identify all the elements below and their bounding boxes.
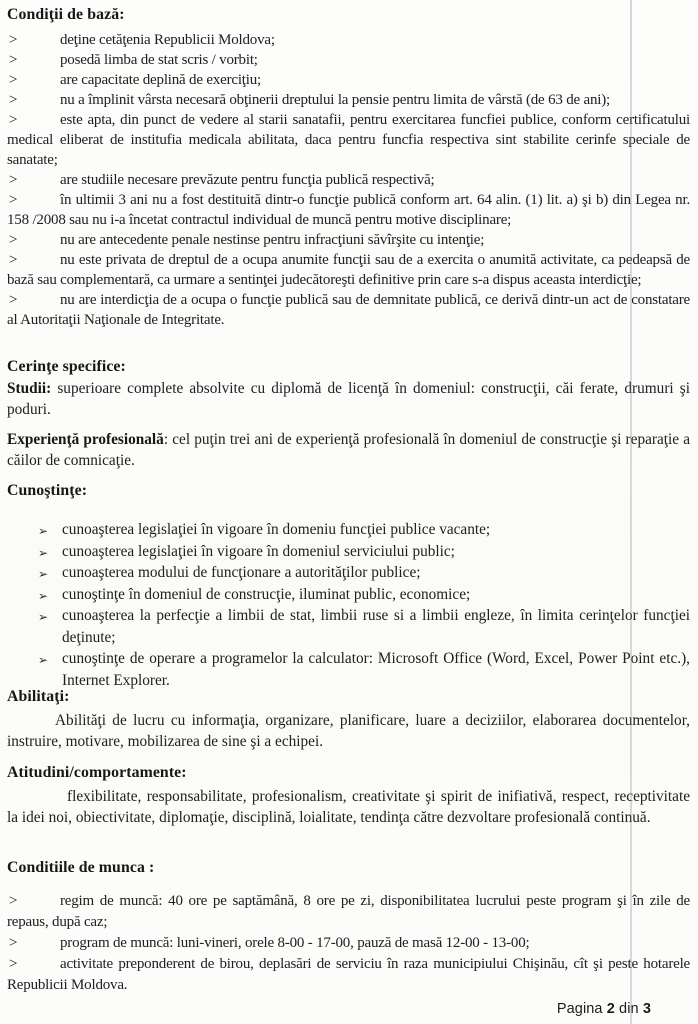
list-item-text: nu are antecedente penale nestinse pentru infracţiuni săvîrşite cu intenţie; bbox=[60, 232, 485, 248]
arrow-bullet-icon: ➢ bbox=[38, 588, 49, 603]
list-item bbox=[7, 954, 690, 996]
list-item-text: activitate preponderent de birou, deplasări de serviciu în raza municipiului Chişinău, cît şi peste hotarele Republicii Moldova. bbox=[7, 956, 690, 993]
gt-bullet-icon: > bbox=[9, 893, 18, 909]
gt-bullet-icon: > bbox=[9, 935, 18, 951]
gt-bullet-icon: > bbox=[9, 92, 18, 108]
list-item-text: cunoaşterea legislaţiei în vigoare în domeniul serviciului public; bbox=[62, 542, 455, 560]
paragraph-atitudini: flexibilitate, responsabilitate, profesionalism, creativitate şi spirit de inifiativă, respect, receptivitate la idei noi, obiectivitate, diplomaţie, disciplină, loialitate, tendinţa către dezvoltare profesională continuă. bbox=[7, 788, 690, 826]
heading-atitudini: Atitudini/comportamente: bbox=[7, 764, 187, 781]
gt-bullet-icon: > bbox=[9, 292, 18, 308]
arrow-bullet-icon: ➢ bbox=[38, 610, 49, 624]
list-item-text: deţine cetăţenia Republicii Moldova; bbox=[60, 32, 275, 48]
list-item bbox=[7, 519, 690, 541]
heading-cerinte-specifice: Cerinţe specifice: bbox=[7, 358, 126, 375]
list-item-text: regim de muncă: 40 ore pe saptămână, 8 ore pe zi, disponibilitatea lucrului peste program şi în zile de repaus, după caz; bbox=[7, 893, 690, 930]
list-item-text: program de muncă: luni-vineri, orele 8-00 - 17-00, pauză de masă 12-00 - 13-00; bbox=[60, 935, 530, 951]
gt-bullet-icon: > bbox=[9, 232, 18, 248]
list-item-text: are capacitate deplină de exerciţiu; bbox=[60, 72, 262, 88]
list-item-text: are studiile necesare prevăzute pentru funcţia publică respectivă; bbox=[60, 172, 435, 188]
heading-abilitati: Abilitaţi: bbox=[7, 688, 70, 705]
paragraph-studii bbox=[7, 379, 690, 420]
list-cunostinte bbox=[7, 519, 690, 691]
list-item bbox=[7, 648, 690, 691]
footer-page-number: 2 bbox=[606, 1001, 615, 1017]
list-item bbox=[7, 90, 690, 110]
studii-label: Studii: bbox=[7, 380, 52, 397]
list-item bbox=[7, 110, 690, 170]
list-item bbox=[7, 70, 690, 90]
studii-text: superioare complete absolvite cu diplomă de licenţă în domeniul: construcţii, căi ferate, drumuri şi poduri. bbox=[7, 380, 690, 418]
list-item bbox=[7, 584, 690, 606]
list-item bbox=[7, 541, 690, 563]
page-footer bbox=[557, 1001, 651, 1017]
list-item bbox=[7, 290, 690, 330]
list-item bbox=[7, 230, 690, 250]
list-item bbox=[7, 30, 690, 50]
gt-bullet-icon: > bbox=[9, 172, 18, 188]
arrow-bullet-icon: ➢ bbox=[38, 567, 49, 581]
list-item bbox=[7, 170, 690, 190]
list-item-text: cunoştinţe în domeniul de construcţie, iluminat public, economice; bbox=[62, 585, 471, 603]
arrow-bullet-icon: ➢ bbox=[38, 545, 49, 560]
experienta-text: : cel puţin trei ani de experienţă profesională în domeniul de construcţie şi reparaţie a căilor de comnicaţie. bbox=[7, 431, 690, 469]
gt-bullet-icon: > bbox=[9, 112, 18, 128]
list-item-text: cunoştinţe de operare a programelor la calculator: Microsoft Office (Word, Excel, Power Point etc.), Internet Explorer. bbox=[62, 650, 690, 689]
arrow-bullet-icon: ➢ bbox=[38, 653, 49, 667]
list-item-text: este apta, din punct de vedere al starii sanatafii, pentru exercitarea funcfiei publice, conform certificatului medical eliberat de institufia medicala abilitata, daca pentru funcfia respectiva sint stabilite cerinfe speciale de sanatate; bbox=[7, 112, 690, 168]
list-item-text: posedă limba de stat scris / vorbit; bbox=[60, 52, 258, 68]
heading-conditii-de-baza: Condiţii de bază: bbox=[7, 6, 125, 23]
list-item-text: nu are interdicţia de a ocupa o funcţie publică sau de demnitate publică, ce derivă dintr-un act de constatare al Autoritaţii Naţionale de Integritate. bbox=[7, 292, 690, 328]
list-item bbox=[7, 50, 690, 70]
list-item bbox=[7, 250, 690, 290]
paragraph-abilitati: Abilităţi de lucru cu informaţia, organizare, planificare, luare a deciziilor, elaborarea documentelor, instruire, motivare, mobilizarea de sine şi a echipei. bbox=[7, 712, 690, 750]
footer-pagina-label: Pagina bbox=[556, 1001, 607, 1017]
gt-bullet-icon: > bbox=[9, 32, 18, 48]
list-item bbox=[7, 562, 690, 584]
list-conditii-de-baza bbox=[7, 30, 690, 330]
list-item-text: cunoaşterea legislaţiei în vigoare în domeniu funcţiei publice vacante; bbox=[62, 521, 491, 538]
footer-din-label: din bbox=[614, 1001, 643, 1017]
list-item-text: nu este privata de dreptul de a ocupa anumite funcţii sau de a exercita o anumită activitate, ca pedeapsă de bază sau complementară, ca urmare a sentinţei judecătoreşti definitive prin care s-a dispus aceasta interdicţie; bbox=[7, 252, 690, 288]
list-item bbox=[7, 933, 690, 954]
list-item bbox=[7, 605, 690, 648]
heading-conditii-de-munca: Conditiile de munca : bbox=[7, 859, 155, 876]
list-item-text: cunoaşterea la perfecţie a limbii de stat, limbii ruse si a limbii engleze, în limita cerinţelor funcţiei deţinute; bbox=[62, 607, 690, 646]
experienta-label: Experienţă profesională bbox=[7, 431, 164, 448]
gt-bullet-icon: > bbox=[9, 252, 18, 268]
gt-bullet-icon: > bbox=[9, 72, 18, 88]
list-item-text: nu a împlinit vârsta necesară obţinerii dreptului la pensie pentru limita de vârstă (de 63 de ani); bbox=[60, 92, 611, 108]
list-item bbox=[7, 190, 690, 230]
list-item bbox=[7, 891, 690, 933]
gt-bullet-icon: > bbox=[9, 192, 18, 208]
gt-bullet-icon: > bbox=[9, 52, 18, 68]
list-item-text: cunoaşterea modului de funcţionare a autorităţilor publice; bbox=[62, 564, 421, 581]
list-conditii-de-munca bbox=[7, 891, 690, 996]
heading-cunostinte: Cunoştinţe: bbox=[7, 482, 88, 499]
gt-bullet-icon: > bbox=[9, 956, 18, 972]
arrow-bullet-icon: ➢ bbox=[38, 524, 49, 538]
list-item-text: în ultimii 3 ani nu a fost destituită dintr-o funcţie publică conform art. 64 alin. (1) lit. a) şi b) din Legea nr. 158 /2008 sau nu i-a încetat contractul individual de muncă pentru motive disciplinare; bbox=[7, 192, 690, 228]
paragraph-experienta bbox=[7, 430, 690, 471]
footer-total-pages: 3 bbox=[642, 1001, 651, 1017]
